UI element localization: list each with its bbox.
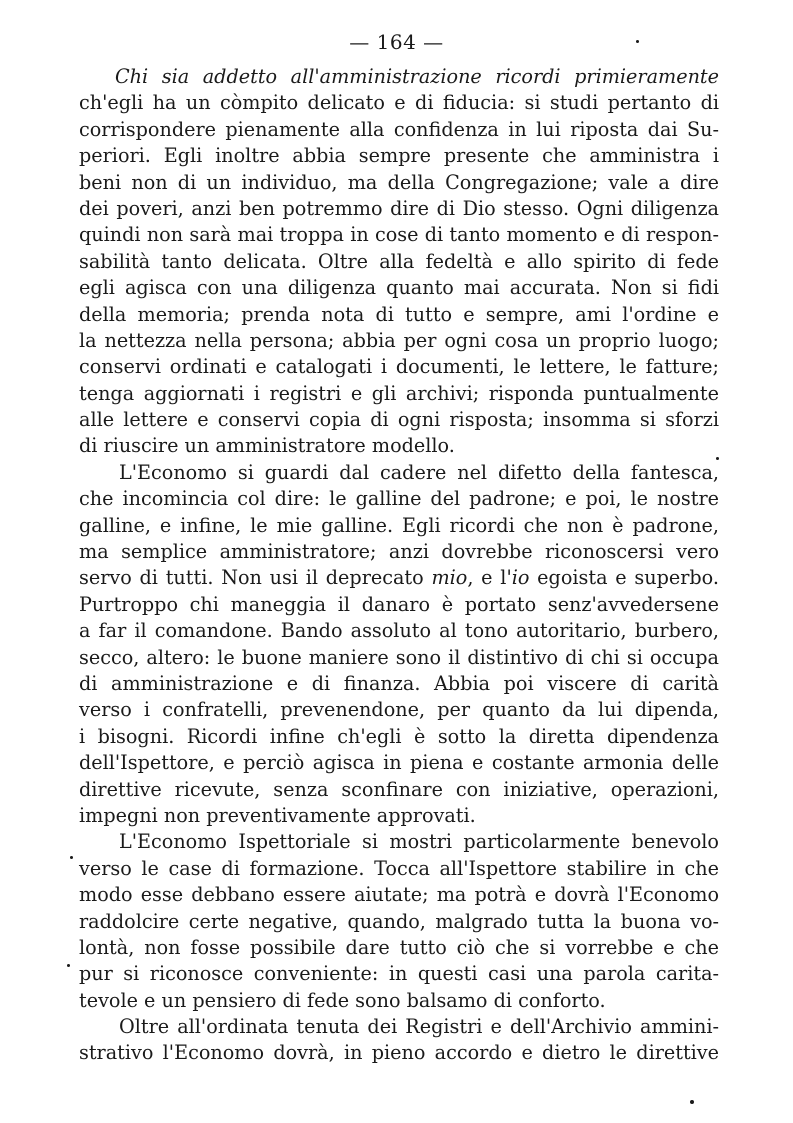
text-line: verso i confratelli, prevenendone, per quanto da lui dipenda, [79, 698, 719, 722]
text-line: beni non di un individuo, ma della Congregazione; vale a dire [79, 170, 719, 194]
scan-speck [690, 1100, 694, 1104]
text-line: raddolcire certe negative, quando, malgrado tutta la buona vo- [79, 909, 719, 933]
text-line: ma semplice amministratore; anzi dovrebbe riconoscersi vero [79, 540, 719, 564]
text-line: secco, altero: le buone maniere sono il distintivo di chi si occupa [79, 645, 719, 669]
text-line: dei poveri, anzi ben potremmo dire di Dio stesso. Ogni diligenza [79, 196, 719, 220]
text-line: quindi non sarà mai troppa in cose di tanto momento e di respon- [79, 223, 719, 247]
document-body [79, 64, 719, 1067]
text-line: Oltre all'ordinata tenuta dei Registri e dell'Archivio ammini- [119, 1015, 719, 1039]
text-line: sabilità tanto delicata. Oltre alla fedeltà e allo spirito di fede [79, 249, 719, 273]
text-run: egoista e superbo. [529, 566, 719, 590]
text-line: L'Economo si guardi dal cadere nel difetto della fantesca, [119, 460, 719, 484]
text-line: lontà, non fosse possibile dare tutto ciò che si vorrebbe e che [79, 935, 719, 959]
text-line: tenga aggiornati i registri e gli archivi; risponda puntualmente [79, 381, 719, 405]
text-line: i bisogni. Ricordi infine ch'egli è sotto la diretta dipendenza [79, 724, 719, 748]
scan-speck [70, 856, 73, 859]
text-line: pur si riconosce conveniente: in questi casi una parola carita- [79, 962, 719, 986]
text-line: impegni non preventivamente approvati. [79, 803, 476, 827]
text-line: periori. Egli inoltre abbia sempre presente che amministra i [79, 144, 719, 168]
scan-speck [67, 964, 70, 967]
text-line: egli agisca con una diligenza quanto mai accurata. Non si fidi [79, 276, 719, 300]
italic-word: mio [431, 566, 468, 590]
text-line [79, 565, 719, 591]
text-line: tevole e un pensiero di fede sono balsamo di conforto. [79, 988, 606, 1012]
text-line: alle lettere e conservi copia di ogni risposta; insomma si sforzi [79, 408, 719, 432]
text-line: Purtroppo chi maneggia il danaro è portato senz'avvedersene [79, 592, 719, 616]
text-line: Chi sia addetto all'amministrazione ricordi primieramente [115, 65, 719, 88]
text-line: verso le case di formazione. Tocca all'Ispettore stabilire in che [79, 856, 719, 880]
text-run: , e l' [467, 566, 512, 590]
text-line: modo esse debbano essere aiutate; ma potrà e dovrà l'Economo [79, 883, 719, 907]
scan-speck [636, 40, 639, 43]
text-line: strativo l'Economo dovrà, in pieno accordo e dietro le direttive [79, 1041, 719, 1065]
page-number: — 164 — [349, 30, 444, 54]
text-line: la nettezza nella persona; abbia per ogni cosa un proprio luogo; [79, 328, 719, 352]
text-line: di amministrazione e di finanza. Abbia poi viscere di carità [79, 671, 719, 695]
text-line: corrispondere pienamente alla confidenza in lui riposta dai Su- [79, 117, 719, 141]
text-run: servo di tutti. Non usi il deprecato [79, 566, 432, 590]
scan-speck [716, 457, 719, 460]
text-line: direttive ricevute, senza sconfinare con iniziative, operazioni, [79, 777, 719, 801]
text-line: galline, e infine, le mie galline. Egli ricordi che non è padrone, [79, 513, 719, 537]
text-line: ch'egli ha un còmpito delicato e di fiducia: si studi pertanto di [79, 91, 719, 115]
text-line: della memoria; prenda nota di tutto e sempre, ami l'ordine e [79, 302, 719, 326]
text-line: conservi ordinati e catalogati i documenti, le lettere, le fatture; [79, 355, 719, 379]
text-line: a far il comandone. Bando assoluto al tono autoritario, burbero, [79, 619, 719, 643]
italic-word: io [511, 566, 530, 590]
text-line: che incomincia col dire: le galline del padrone; e poi, le nostre [79, 487, 719, 511]
text-line: di riuscire un amministratore modello. [79, 434, 455, 458]
text-line: L'Economo Ispettoriale si mostri particolarmente benevolo [119, 830, 719, 854]
text-line: dell'Ispettore, e perciò agisca in piena e costante armonia delle [79, 751, 719, 775]
